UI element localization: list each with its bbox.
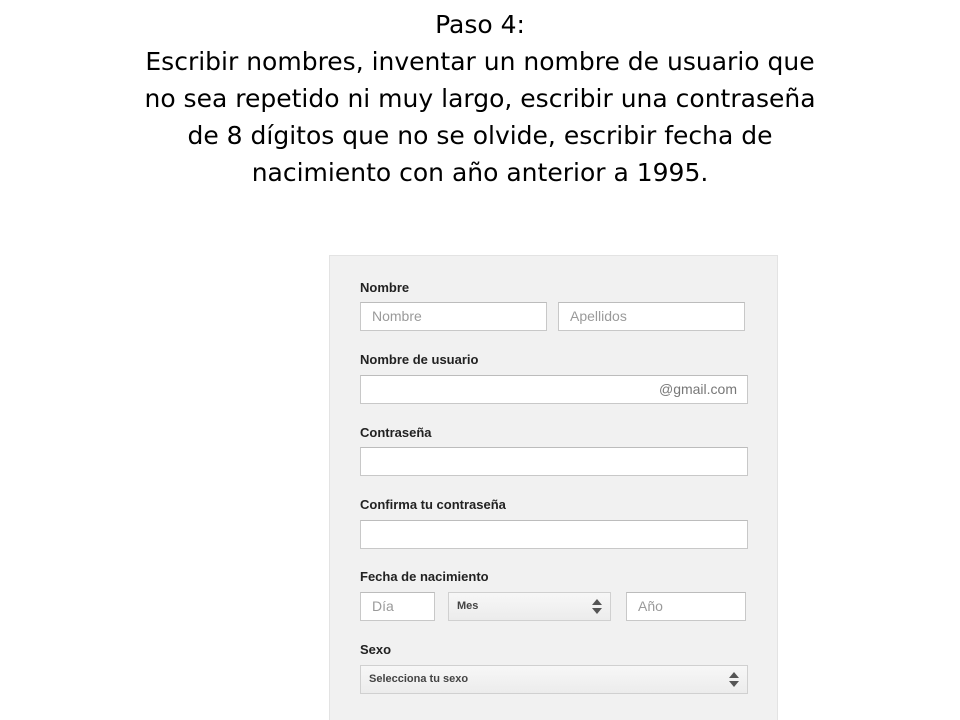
birth-year-input[interactable] [626,592,746,621]
password-label: Contraseña [360,425,432,440]
gender-label: Sexo [360,642,392,657]
first-name-input[interactable] [360,302,547,331]
first-name-placeholder: Nombre [372,308,422,324]
birth-year-placeholder: Año [638,598,663,614]
title-line-3: no sea repetido ni muy largo, escribir una contraseña [144,84,816,113]
confirm-password-label: Confirma tu contraseña [360,497,506,512]
updown-arrows-icon [592,599,602,614]
birth-day-input[interactable] [360,592,435,621]
birth-month-select[interactable] [448,592,611,621]
gmail-suffix: @gmail.com [658,381,737,397]
gender-value: Selecciona tu sexo [369,673,469,685]
title-line-5: nacimiento con año anterior a 1995. [251,158,709,187]
signup-form [329,255,778,720]
password-input[interactable] [360,447,748,476]
slide-title [0,6,960,191]
birth-month-value: Mes [457,600,479,612]
username-label: Nombre de usuario [360,352,479,367]
title-line-4: de 8 dígitos que no se olvide, escribir fecha de [187,121,773,150]
gender-select[interactable] [360,665,748,694]
birth-day-placeholder: Día [372,598,394,614]
last-name-placeholder: Apellidos [570,308,627,324]
title-line-2: Escribir nombres, inventar un nombre de usuario que [145,47,815,76]
title-line-1: Paso 4: [435,10,525,39]
name-label: Nombre [360,280,410,295]
last-name-input[interactable] [558,302,745,331]
updown-arrows-icon [729,672,739,687]
birthdate-label: Fecha de nacimiento [360,569,489,584]
confirm-password-input[interactable] [360,520,748,549]
username-input[interactable] [360,375,748,404]
